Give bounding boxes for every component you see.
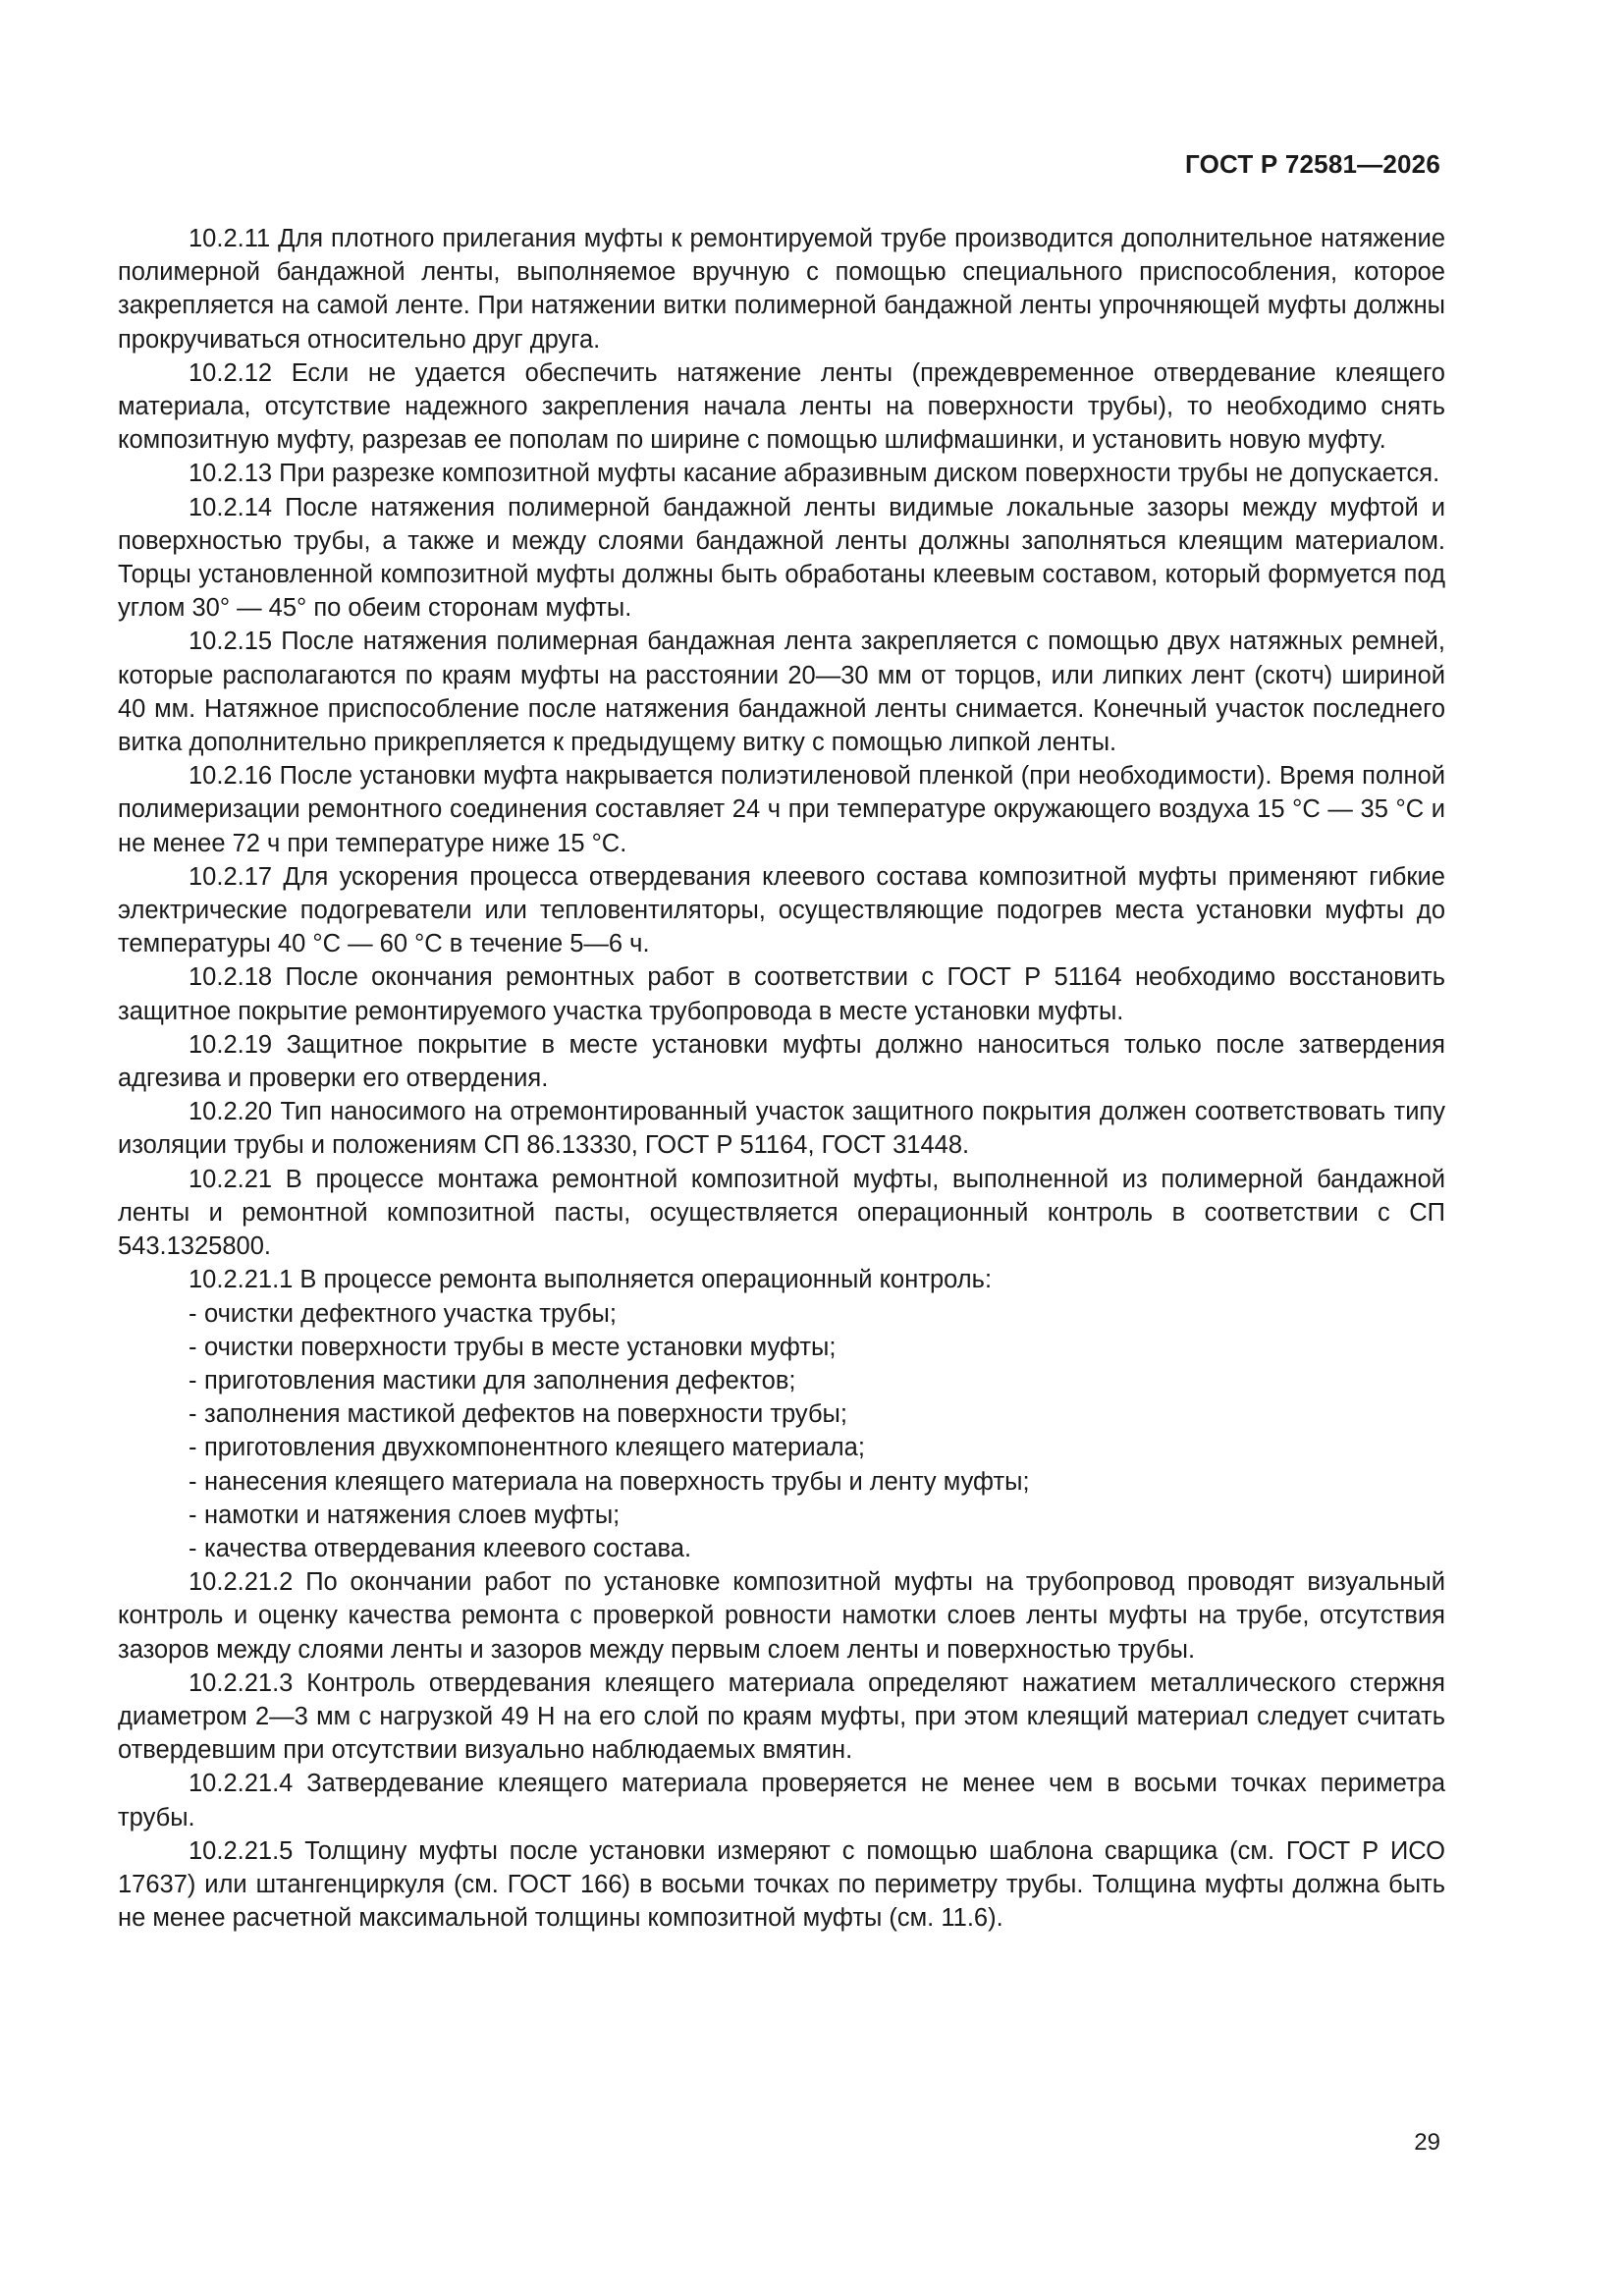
list-item [118, 1364, 1445, 1397]
list-item-text: приготовления мастики для заполнения дефектов; [204, 1366, 796, 1394]
document-body [118, 222, 1445, 1935]
list-marker: - [189, 1534, 197, 1562]
list-marker: - [189, 1333, 197, 1361]
paragraph-10-2-16: 10.2.16 После установки муфта накрывается полиэтиленовой пленкой (при необходимости). Время полной полимеризации ремонтного соединения составляет 24 ч при температуре окружающего воздуха 15 °С — 35 °С и не менее 72 ч при температуре ниже 15 °С. [118, 762, 1445, 857]
list-marker: - [189, 1400, 197, 1429]
list-marker: - [189, 1434, 197, 1462]
list-item [118, 1331, 1445, 1364]
list-item-text: приготовления двухкомпонентного клеящего материала; [204, 1434, 865, 1462]
paragraph-10-2-20: 10.2.20 Тип наносимого на отремонтированный участок защитного покрытия должен соответствовать типу изоляции трубы и положениям СП 86.13330, ГОСТ Р 51164, ГОСТ 31448. [118, 1098, 1445, 1160]
list-item [118, 1532, 1445, 1565]
paragraph-10-2-13: 10.2.13 При разрезке композитной муфты касание абразивным диском поверхности трубы не допускается. [189, 460, 1440, 488]
paragraph-10-2-21-4: 10.2.21.4 Затвердевание клеящего материала проверяется не менее чем в восьми точках периметра трубы. [118, 1770, 1445, 1831]
list-item-text: заполнения мастикой дефектов на поверхности трубы; [204, 1400, 847, 1429]
paragraph-10-2-21-5: 10.2.21.5 Толщину муфты после установки измеряют с помощью шаблона сварщика (см. ГОСТ Р ИСО 17637) или штангенциркуля (см. ГОСТ 166) в восьми точках по периметру трубы. Толщина муфты должна быть не менее расчетной максимальной толщины композитной муфты (см. 11.6). [118, 1836, 1445, 1933]
list-marker: - [189, 1467, 197, 1496]
list-marker: - [189, 1501, 197, 1529]
paragraph-10-2-17: 10.2.17 Для ускорения процесса отвердевания клеевого состава композитной муфты применяют гибкие электрические подогреватели или тепловентиляторы, осуществляющие подогрев места установки муфты до температуры 40 °С — 60 °С в течение 5—6 ч. [118, 862, 1445, 958]
list-marker: - [189, 1366, 197, 1394]
paragraph-10-2-21-2: 10.2.21.2 По окончании работ по установке композитной муфты на трубопровод проводят визуальный контроль и оценку качества ремонта с проверкой ровности намотки слоев ленты муфты на трубе, отсутствия зазоров между слоями ленты и зазоров между первым слоем ленты и поверхностью трубы. [118, 1568, 1445, 1664]
operational-control-list [118, 1297, 1445, 1566]
list-item [118, 1297, 1445, 1331]
paragraph-10-2-18: 10.2.18 После окончания ремонтных работ в соответствии с ГОСТ Р 51164 необходимо восстановить защитное покрытие ремонтируемого участка трубопровода в месте установки муфты. [118, 963, 1445, 1025]
document-id-header: ГОСТ Р 72581—2026 [1185, 149, 1440, 179]
list-item-text: очистки дефектного участка трубы; [204, 1299, 617, 1328]
list-item [118, 1431, 1445, 1464]
page-number: 29 [1414, 2129, 1440, 2156]
list-item-text: очистки поверхности трубы в месте установки муфты; [204, 1333, 837, 1361]
paragraph-10-2-21-3: 10.2.21.3 Контроль отвердевания клеящего материала определяют нажатием металлического стержня диаметром 2—3 мм с нагрузкой 49 Н на его слой по краям муфты, при этом клеящий материал следует считать отвердевшим при отсутствии визуально наблюдаемых вмятин. [118, 1668, 1445, 1765]
paragraph-10-2-12: 10.2.12 Если не удается обеспечить натяжение ленты (преждевременное отвердевание клеящего материала, отсутствие надежного закрепления начала ленты на поверхности трубы), то необходимо снять композитную муфту, разрезав ее пополам по ширине с помощью шлифмашинки, и установить новую муфту. [118, 358, 1445, 455]
paragraph-10-2-19: 10.2.19 Защитное покрытие в месте установки муфты должно наноситься только после затвердения адгезива и проверки его отвердения. [118, 1030, 1445, 1093]
list-marker: - [189, 1299, 197, 1328]
list-item-text: намотки и натяжения слоев муфты; [204, 1501, 621, 1529]
list-item-text: качества отвердевания клеевого состава. [204, 1534, 692, 1562]
paragraph-10-2-14: 10.2.14 После натяжения полимерной бандажной ленты видимые локальные зазоры между муфтой и поверхностью трубы, а также и между слоями бандажной ленты должны заполняться клеящим материалом. Торцы установленной композитной муфты должны быть обработаны клеевым составом, который формуется под углом 30° — 45° по обеим сторонам муфты. [118, 493, 1445, 623]
list-item-text: нанесения клеящего материала на поверхность трубы и ленту муфты; [204, 1467, 1030, 1496]
paragraph-10-2-11: 10.2.11 Для плотного прилегания муфты к ремонтируемой трубе производится дополнительное натяжение полимерной бандажной ленты, выполняемое вручную с помощью специального приспособления, которое закрепляется на самой ленте. При натяжении витки полимерной бандажной ленты упрочняющей муфты должны прокручиваться относительно друг друга. [118, 225, 1445, 354]
list-item [118, 1397, 1445, 1431]
list-item [118, 1465, 1445, 1499]
paragraph-10-2-21: 10.2.21 В процессе монтажа ремонтной композитной муфты, выполненной из полимерной бандажной ленты и ремонтной композитной пасты, осуществляется операционный контроль в соответствии с СП 543.1325800. [118, 1165, 1445, 1261]
list-item [118, 1499, 1445, 1532]
paragraph-10-2-15: 10.2.15 После натяжения полимерная бандажная лента закрепляется с помощью двух натяжных ремней, которые располагаются по краям муфты на расстоянии 20—30 мм от торцов, или липких лент (скотч) шириной 40 мм. Натяжное приспособление после натяжения бандажной ленты снимается. Конечный участок последнего витка дополнительно прикрепляется к предыдущему витку с помощью липкой ленты. [118, 628, 1445, 757]
paragraph-10-2-21-1: 10.2.21.1 В процессе ремонта выполняется операционный контроль: [189, 1266, 993, 1294]
